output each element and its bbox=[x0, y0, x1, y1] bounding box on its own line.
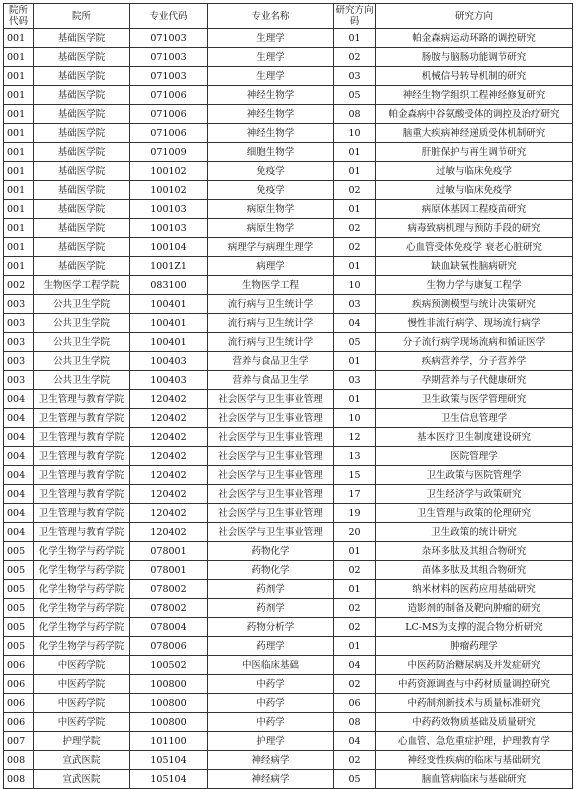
table-row bbox=[4, 580, 573, 599]
major-code-cell: 100401 bbox=[130, 295, 208, 314]
direction-cell: 过敏与临床免疫学 bbox=[376, 162, 573, 181]
school-code-cell: 004 bbox=[4, 523, 34, 542]
direction-cell: 卫生政策的统计研究 bbox=[376, 523, 573, 542]
school-code-cell: 001 bbox=[4, 143, 34, 162]
school-code-cell: 004 bbox=[4, 466, 34, 485]
column-header-major-code: 专业代码 bbox=[130, 4, 208, 29]
school-code-cell: 001 bbox=[4, 48, 34, 67]
table-row bbox=[4, 314, 573, 333]
table-row bbox=[4, 390, 573, 409]
school-code-cell: 008 bbox=[4, 751, 34, 770]
school-cell: 卫生管理与教育学院 bbox=[34, 447, 130, 466]
direction-code-cell: 01 bbox=[334, 390, 376, 409]
school-code-cell: 006 bbox=[4, 713, 34, 732]
direction-cell: 卫生政策与医院管理学 bbox=[376, 466, 573, 485]
major-name-cell: 神经生物学 bbox=[208, 86, 334, 105]
direction-cell: 造影剂的制备及靶向肿瘤的研究 bbox=[376, 599, 573, 618]
direction-code-cell: 02 bbox=[334, 675, 376, 694]
major-code-cell: 078002 bbox=[130, 580, 208, 599]
school-cell: 卫生管理与教育学院 bbox=[34, 428, 130, 447]
major-code-cell: 071003 bbox=[130, 67, 208, 86]
direction-code-cell: 12 bbox=[334, 428, 376, 447]
major-code-cell: 100403 bbox=[130, 371, 208, 390]
major-code-cell: 120402 bbox=[130, 390, 208, 409]
school-code-cell: 001 bbox=[4, 29, 34, 48]
major-name-cell: 社会医学与卫生事业管理 bbox=[208, 409, 334, 428]
school-cell: 公共卫生学院 bbox=[34, 333, 130, 352]
table-row bbox=[4, 447, 573, 466]
direction-code-cell: 02 bbox=[334, 599, 376, 618]
direction-cell: 肠胺与脑肠功能调节研究 bbox=[376, 48, 573, 67]
school-code-cell: 004 bbox=[4, 485, 34, 504]
major-name-cell: 免疫学 bbox=[208, 181, 334, 200]
table-row bbox=[4, 561, 573, 580]
school-code-cell: 001 bbox=[4, 67, 34, 86]
table-row bbox=[4, 656, 573, 675]
table-row bbox=[4, 751, 573, 770]
direction-cell: 孕期营养与子代健康研究 bbox=[376, 371, 573, 390]
major-code-cell: 100401 bbox=[130, 333, 208, 352]
table-row bbox=[4, 675, 573, 694]
direction-cell: 肿瘤药理学 bbox=[376, 637, 573, 656]
direction-cell: 中药制剂新技术与质量标准研究 bbox=[376, 694, 573, 713]
direction-cell: 过敏与临床免疫学 bbox=[376, 181, 573, 200]
table-row bbox=[4, 67, 573, 86]
major-code-cell: 100403 bbox=[130, 352, 208, 371]
table-row bbox=[4, 637, 573, 656]
direction-code-cell: 02 bbox=[334, 219, 376, 238]
direction-code-cell: 01 bbox=[334, 542, 376, 561]
direction-code-cell: 01 bbox=[334, 580, 376, 599]
direction-cell: 卫生经济学与政策研究 bbox=[376, 485, 573, 504]
school-code-cell: 004 bbox=[4, 447, 34, 466]
major-code-cell: 071006 bbox=[130, 105, 208, 124]
major-code-cell: 105104 bbox=[130, 751, 208, 770]
table-row bbox=[4, 295, 573, 314]
direction-cell: 卫生信息管理学 bbox=[376, 409, 573, 428]
direction-cell: 心血管、急危重症护理，护理教育学 bbox=[376, 732, 573, 751]
school-code-cell: 003 bbox=[4, 314, 34, 333]
major-code-cell: 078001 bbox=[130, 542, 208, 561]
school-cell: 基础医学院 bbox=[34, 124, 130, 143]
major-name-cell: 药物分析学 bbox=[208, 618, 334, 637]
direction-cell: 慢性非流行病学、现场流行病学 bbox=[376, 314, 573, 333]
column-header-school-code: 院所代码 bbox=[4, 4, 34, 29]
school-code-cell: 005 bbox=[4, 542, 34, 561]
table-row bbox=[4, 466, 573, 485]
direction-cell: 生物力学与康复工程学 bbox=[376, 276, 573, 295]
table-row bbox=[4, 238, 573, 257]
column-header-direction: 研究方向 bbox=[376, 4, 573, 29]
major-code-cell: 100800 bbox=[130, 675, 208, 694]
table-row bbox=[4, 105, 573, 124]
school-cell: 基础医学院 bbox=[34, 105, 130, 124]
direction-code-cell: 03 bbox=[334, 295, 376, 314]
school-code-cell: 005 bbox=[4, 618, 34, 637]
table-row bbox=[4, 694, 573, 713]
school-code-cell: 006 bbox=[4, 675, 34, 694]
direction-cell: 医院管理学 bbox=[376, 447, 573, 466]
major-code-cell: 078001 bbox=[130, 561, 208, 580]
major-code-cell: 1001Z1 bbox=[130, 257, 208, 276]
major-name-cell: 中医临床基础 bbox=[208, 656, 334, 675]
major-code-cell: 078006 bbox=[130, 637, 208, 656]
major-code-cell: 105104 bbox=[130, 770, 208, 789]
major-name-cell: 免疫学 bbox=[208, 162, 334, 181]
school-cell: 基础医学院 bbox=[34, 48, 130, 67]
major-name-cell: 社会医学与卫生事业管理 bbox=[208, 485, 334, 504]
major-name-cell: 营养与食品卫生学 bbox=[208, 352, 334, 371]
major-name-cell: 病原生物学 bbox=[208, 200, 334, 219]
school-code-cell: 003 bbox=[4, 333, 34, 352]
major-code-cell: 120402 bbox=[130, 409, 208, 428]
major-name-cell: 病理学与病理生理学 bbox=[208, 238, 334, 257]
direction-code-cell: 03 bbox=[334, 67, 376, 86]
direction-code-cell: 08 bbox=[334, 105, 376, 124]
major-code-cell: 120402 bbox=[130, 523, 208, 542]
table-row bbox=[4, 333, 573, 352]
major-name-cell: 药剂学 bbox=[208, 580, 334, 599]
major-name-cell: 药物化学 bbox=[208, 542, 334, 561]
major-code-cell: 101100 bbox=[130, 732, 208, 751]
direction-code-cell: 01 bbox=[334, 352, 376, 371]
direction-code-cell: 01 bbox=[334, 637, 376, 656]
table-row bbox=[4, 219, 573, 238]
program-table bbox=[3, 3, 573, 789]
direction-cell: 缺血缺氧性脑病研究 bbox=[376, 257, 573, 276]
table-row bbox=[4, 143, 573, 162]
table-row bbox=[4, 618, 573, 637]
major-code-cell: 083100 bbox=[130, 276, 208, 295]
major-name-cell: 中药学 bbox=[208, 675, 334, 694]
direction-cell: 疾病预测模型与统计决策研究 bbox=[376, 295, 573, 314]
table-row bbox=[4, 48, 573, 67]
table-row bbox=[4, 428, 573, 447]
table-row bbox=[4, 29, 573, 48]
direction-cell: 帕金森病中谷氨酸受体的调控及治疗研究 bbox=[376, 105, 573, 124]
direction-cell: 纳米材料的医药应用基础研究 bbox=[376, 580, 573, 599]
major-code-cell: 120402 bbox=[130, 504, 208, 523]
table-row bbox=[4, 371, 573, 390]
major-name-cell: 护理学 bbox=[208, 732, 334, 751]
major-code-cell: 100104 bbox=[130, 238, 208, 257]
major-name-cell: 生物医学工程 bbox=[208, 276, 334, 295]
school-code-cell: 005 bbox=[4, 637, 34, 656]
direction-cell: 疾病营养学，分子营养学 bbox=[376, 352, 573, 371]
column-header-major-name: 专业名称 bbox=[208, 4, 334, 29]
school-code-cell: 005 bbox=[4, 580, 34, 599]
school-cell: 基础医学院 bbox=[34, 257, 130, 276]
school-cell: 中医药学院 bbox=[34, 656, 130, 675]
school-code-cell: 001 bbox=[4, 162, 34, 181]
direction-code-cell: 17 bbox=[334, 485, 376, 504]
school-cell: 化学生物学与药学院 bbox=[34, 618, 130, 637]
direction-code-cell: 02 bbox=[334, 238, 376, 257]
major-code-cell: 100401 bbox=[130, 314, 208, 333]
direction-code-cell: 02 bbox=[334, 48, 376, 67]
school-cell: 卫生管理与教育学院 bbox=[34, 504, 130, 523]
school-code-cell: 003 bbox=[4, 371, 34, 390]
school-cell: 化学生物学与药学院 bbox=[34, 561, 130, 580]
school-code-cell: 001 bbox=[4, 257, 34, 276]
direction-code-cell: 10 bbox=[334, 124, 376, 143]
major-code-cell: 071006 bbox=[130, 124, 208, 143]
direction-code-cell: 15 bbox=[334, 466, 376, 485]
school-cell: 护理学院 bbox=[34, 732, 130, 751]
direction-code-cell: 01 bbox=[334, 257, 376, 276]
direction-code-cell: 01 bbox=[334, 143, 376, 162]
major-name-cell: 神经生物学 bbox=[208, 105, 334, 124]
major-name-cell: 生理学 bbox=[208, 48, 334, 67]
major-name-cell: 中药学 bbox=[208, 713, 334, 732]
school-cell: 基础医学院 bbox=[34, 238, 130, 257]
school-cell: 公共卫生学院 bbox=[34, 314, 130, 333]
direction-code-cell: 01 bbox=[334, 200, 376, 219]
direction-code-cell: 05 bbox=[334, 770, 376, 789]
major-code-cell: 100800 bbox=[130, 694, 208, 713]
table-row bbox=[4, 523, 573, 542]
major-code-cell: 100102 bbox=[130, 181, 208, 200]
school-cell: 基础医学院 bbox=[34, 86, 130, 105]
school-cell: 基础医学院 bbox=[34, 29, 130, 48]
major-name-cell: 中药学 bbox=[208, 694, 334, 713]
school-cell: 卫生管理与教育学院 bbox=[34, 390, 130, 409]
school-cell: 化学生物学与药学院 bbox=[34, 637, 130, 656]
school-code-cell: 001 bbox=[4, 181, 34, 200]
direction-code-cell: 01 bbox=[334, 162, 376, 181]
major-code-cell: 071006 bbox=[130, 86, 208, 105]
direction-cell: 中药药效物质基础及质量研究 bbox=[376, 713, 573, 732]
table-row bbox=[4, 86, 573, 105]
major-name-cell: 细胞生物学 bbox=[208, 143, 334, 162]
major-name-cell: 社会医学与卫生事业管理 bbox=[208, 523, 334, 542]
major-name-cell: 社会医学与卫生事业管理 bbox=[208, 447, 334, 466]
table-row bbox=[4, 181, 573, 200]
major-name-cell: 生理学 bbox=[208, 29, 334, 48]
direction-cell: 苗体多肽及其组合物研究 bbox=[376, 561, 573, 580]
school-cell: 化学生物学与药学院 bbox=[34, 599, 130, 618]
school-code-cell: 004 bbox=[4, 428, 34, 447]
table-row bbox=[4, 713, 573, 732]
school-code-cell: 001 bbox=[4, 238, 34, 257]
school-code-cell: 001 bbox=[4, 124, 34, 143]
major-code-cell: 120402 bbox=[130, 447, 208, 466]
school-cell: 公共卫生学院 bbox=[34, 371, 130, 390]
table-row bbox=[4, 542, 573, 561]
table-row bbox=[4, 352, 573, 371]
school-code-cell: 005 bbox=[4, 561, 34, 580]
school-cell: 公共卫生学院 bbox=[34, 352, 130, 371]
major-code-cell: 120402 bbox=[130, 485, 208, 504]
direction-cell: 机械信号转导机制的研究 bbox=[376, 67, 573, 86]
major-name-cell: 神经病学 bbox=[208, 770, 334, 789]
header-row bbox=[4, 4, 573, 29]
column-header-direction-code: 研究方向码 bbox=[335, 5, 374, 27]
school-cell: 基础医学院 bbox=[34, 219, 130, 238]
school-code-cell: 005 bbox=[4, 599, 34, 618]
major-code-cell: 078004 bbox=[130, 618, 208, 637]
school-code-cell: 006 bbox=[4, 656, 34, 675]
direction-cell: 分子流行病学现场流病和循证医学 bbox=[376, 333, 573, 352]
direction-code-cell: 13 bbox=[334, 447, 376, 466]
direction-cell: 脑重大疾病神经递质受体机制研究 bbox=[376, 124, 573, 143]
school-code-cell: 004 bbox=[4, 409, 34, 428]
school-code-cell: 001 bbox=[4, 105, 34, 124]
table-row bbox=[4, 124, 573, 143]
direction-code-cell: 10 bbox=[334, 409, 376, 428]
school-cell: 宣武医院 bbox=[34, 770, 130, 789]
direction-cell: 杂环多肽及其组合物研究 bbox=[376, 542, 573, 561]
table-row bbox=[4, 162, 573, 181]
school-cell: 中医药学院 bbox=[34, 675, 130, 694]
school-code-cell: 002 bbox=[4, 276, 34, 295]
school-cell: 生物医学工程学院 bbox=[34, 276, 130, 295]
major-name-cell: 营养与食品卫生学 bbox=[208, 371, 334, 390]
major-code-cell: 100103 bbox=[130, 200, 208, 219]
major-name-cell: 社会医学与卫生事业管理 bbox=[208, 390, 334, 409]
major-name-cell: 流行病与卫生统计学 bbox=[208, 295, 334, 314]
direction-code-cell: 02 bbox=[334, 618, 376, 637]
major-name-cell: 病原生物学 bbox=[208, 219, 334, 238]
direction-code-cell: 02 bbox=[334, 561, 376, 580]
direction-code-cell: 04 bbox=[334, 314, 376, 333]
major-code-cell: 071003 bbox=[130, 48, 208, 67]
major-name-cell: 病理学 bbox=[208, 257, 334, 276]
major-name-cell: 社会医学与卫生事业管理 bbox=[208, 428, 334, 447]
school-cell: 化学生物学与药学院 bbox=[34, 542, 130, 561]
school-code-cell: 008 bbox=[4, 770, 34, 789]
direction-code-cell: 03 bbox=[334, 371, 376, 390]
major-name-cell: 流行病与卫生统计学 bbox=[208, 314, 334, 333]
direction-cell: 心血管受体免疫学 衰老心脏研究 bbox=[376, 238, 573, 257]
direction-code-cell: 06 bbox=[334, 694, 376, 713]
school-cell: 公共卫生学院 bbox=[34, 295, 130, 314]
direction-cell: 脑血管病临床与基础研究 bbox=[376, 770, 573, 789]
table-row bbox=[4, 770, 573, 789]
column-header-school: 院所 bbox=[34, 4, 130, 29]
school-code-cell: 003 bbox=[4, 295, 34, 314]
table-row bbox=[4, 599, 573, 618]
school-cell: 卫生管理与教育学院 bbox=[34, 523, 130, 542]
school-cell: 宣武医院 bbox=[34, 751, 130, 770]
school-cell: 化学生物学与药学院 bbox=[34, 580, 130, 599]
school-cell: 中医药学院 bbox=[34, 694, 130, 713]
table-row bbox=[4, 257, 573, 276]
school-cell: 卫生管理与教育学院 bbox=[34, 409, 130, 428]
major-code-cell: 100103 bbox=[130, 219, 208, 238]
school-cell: 中医药学院 bbox=[34, 713, 130, 732]
direction-cell: 神经生物学组织工程神经修复研究 bbox=[376, 86, 573, 105]
direction-code-cell: 10 bbox=[334, 276, 376, 295]
major-code-cell: 078002 bbox=[130, 599, 208, 618]
direction-cell: 中药资源调查与中药材质量调控研究 bbox=[376, 675, 573, 694]
major-code-cell: 071009 bbox=[130, 143, 208, 162]
direction-cell: 卫生政策与医学管理研究 bbox=[376, 390, 573, 409]
direction-code-cell: 05 bbox=[334, 333, 376, 352]
table-row bbox=[4, 504, 573, 523]
major-code-cell: 100102 bbox=[130, 162, 208, 181]
school-code-cell: 001 bbox=[4, 219, 34, 238]
direction-cell: 神经变性疾病的临床与基础研究 bbox=[376, 751, 573, 770]
major-name-cell: 神经病学 bbox=[208, 751, 334, 770]
major-code-cell: 100502 bbox=[130, 656, 208, 675]
major-code-cell: 071003 bbox=[130, 29, 208, 48]
major-name-cell: 药理学 bbox=[208, 637, 334, 656]
direction-cell: 病原体基因工程疫苗研究 bbox=[376, 200, 573, 219]
table-row bbox=[4, 732, 573, 751]
major-code-cell: 100800 bbox=[130, 713, 208, 732]
direction-cell: 卫生管理与政策的伦理研究 bbox=[376, 504, 573, 523]
major-code-cell: 120402 bbox=[130, 466, 208, 485]
school-cell: 卫生管理与教育学院 bbox=[34, 485, 130, 504]
major-name-cell: 药物化学 bbox=[208, 561, 334, 580]
direction-code-cell: 02 bbox=[334, 751, 376, 770]
table-row bbox=[4, 409, 573, 428]
table-row bbox=[4, 276, 573, 295]
school-code-cell: 004 bbox=[4, 390, 34, 409]
direction-code-cell: 04 bbox=[334, 656, 376, 675]
school-code-cell: 003 bbox=[4, 352, 34, 371]
school-cell: 基础医学院 bbox=[34, 67, 130, 86]
school-code-cell: 001 bbox=[4, 200, 34, 219]
major-name-cell: 社会医学与卫生事业管理 bbox=[208, 466, 334, 485]
school-code-cell: 004 bbox=[4, 504, 34, 523]
school-code-cell: 001 bbox=[4, 86, 34, 105]
major-name-cell: 神经生物学 bbox=[208, 124, 334, 143]
major-code-cell: 120402 bbox=[130, 428, 208, 447]
table-row bbox=[4, 485, 573, 504]
school-cell: 基础医学院 bbox=[34, 200, 130, 219]
direction-code-cell: 05 bbox=[334, 86, 376, 105]
direction-cell: LC-MS为支撑的混合物分析研究 bbox=[376, 618, 573, 637]
direction-cell: 中医药防治糖尿病及并发症研究 bbox=[376, 656, 573, 675]
direction-code-cell: 04 bbox=[334, 732, 376, 751]
direction-cell: 帕金森病运动环路的调控研究 bbox=[376, 29, 573, 48]
table-row bbox=[4, 200, 573, 219]
direction-cell: 肝脏保护与再生调节研究 bbox=[376, 143, 573, 162]
table-body bbox=[4, 29, 573, 789]
major-name-cell: 流行病与卫生统计学 bbox=[208, 333, 334, 352]
direction-cell: 基本医疗卫生制度建设研究 bbox=[376, 428, 573, 447]
school-cell: 基础医学院 bbox=[34, 143, 130, 162]
school-cell: 卫生管理与教育学院 bbox=[34, 466, 130, 485]
school-code-cell: 006 bbox=[4, 694, 34, 713]
direction-code-cell: 19 bbox=[334, 504, 376, 523]
school-cell: 基础医学院 bbox=[34, 162, 130, 181]
school-code-cell: 007 bbox=[4, 732, 34, 751]
school-cell: 基础医学院 bbox=[34, 181, 130, 200]
direction-code-cell: 08 bbox=[334, 713, 376, 732]
major-name-cell: 社会医学与卫生事业管理 bbox=[208, 504, 334, 523]
direction-code-cell: 01 bbox=[334, 29, 376, 48]
major-name-cell: 药剂学 bbox=[208, 599, 334, 618]
direction-code-cell: 02 bbox=[334, 181, 376, 200]
direction-cell: 病毒致病机理与预防手段的研究 bbox=[376, 219, 573, 238]
major-name-cell: 生理学 bbox=[208, 67, 334, 86]
direction-code-cell: 20 bbox=[334, 523, 376, 542]
